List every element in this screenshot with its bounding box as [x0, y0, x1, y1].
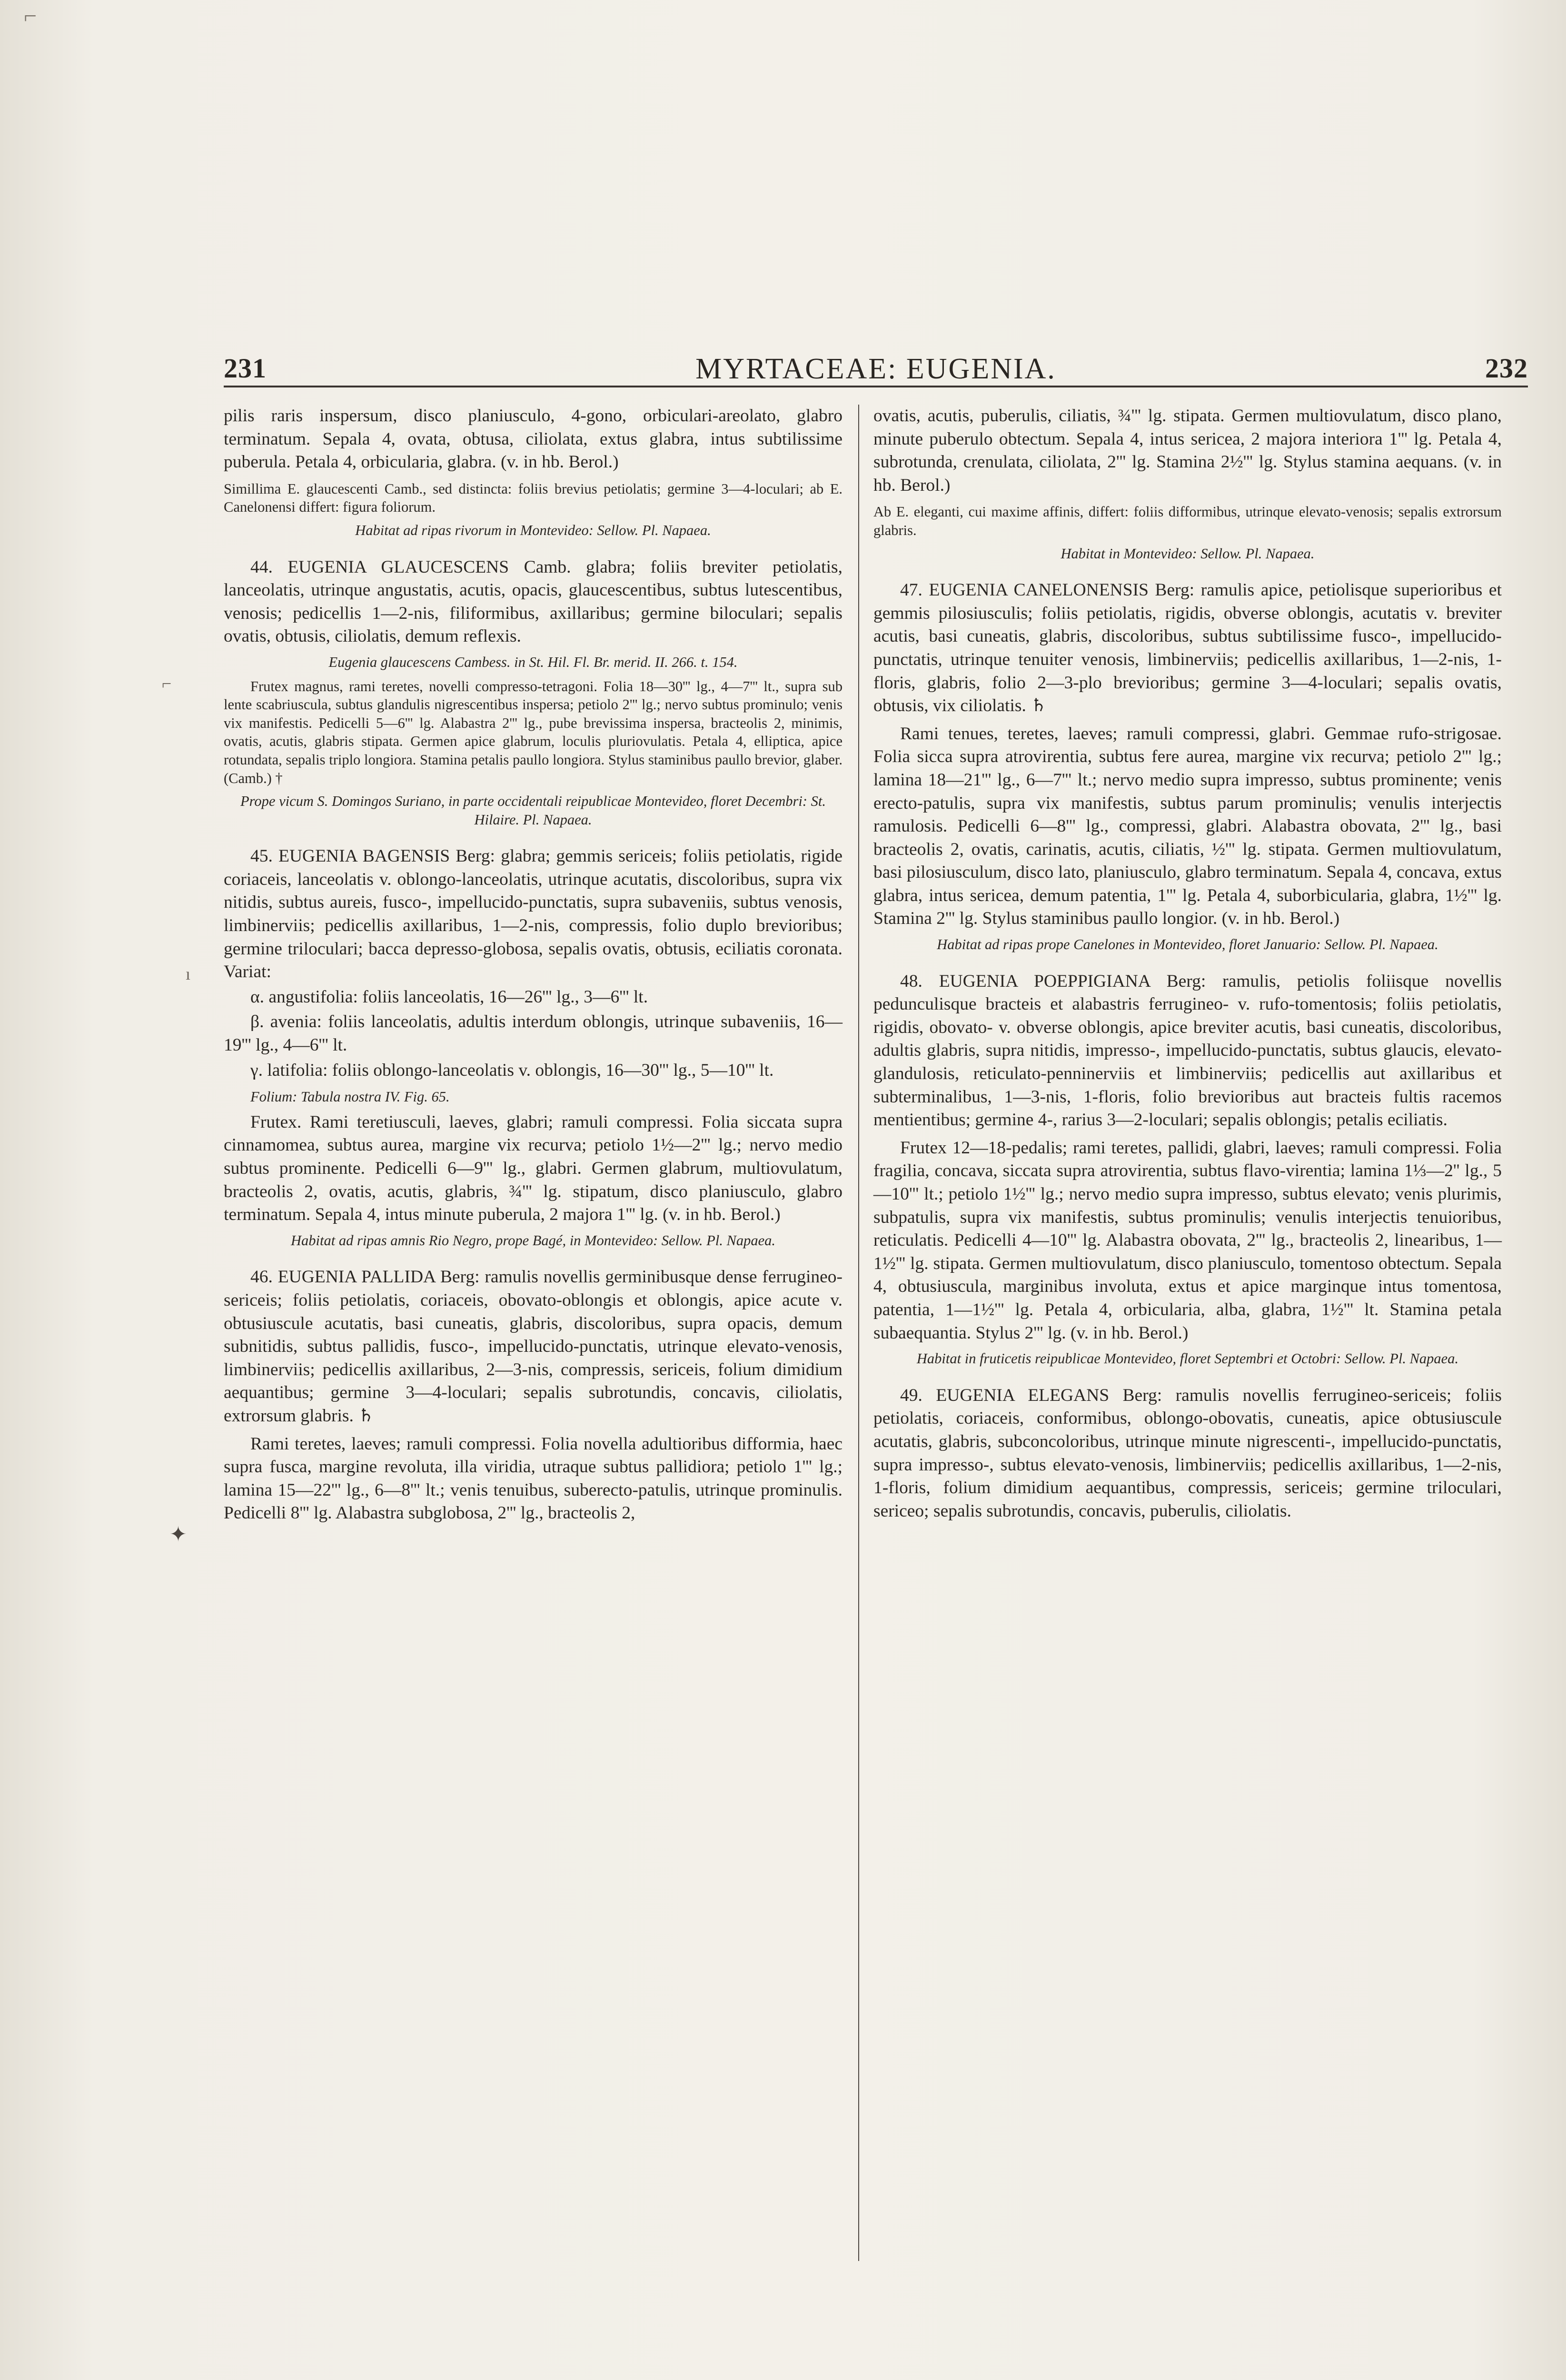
species-47-diagnosis: 47. EUGENIA CANELONENSIS Berg: ramulis apice, petiolisque superioribus et gemmis pilosiusculis; foliis petiolatis, rigidis, obverse oblongis, acutatis v. breviter acutis, basi cuneatis, glabris, discoloribus, subtus subtilissime fusco-, impellucido-punctatis, utrinque tenuiter venosis, limbinerviis; pedicellis axillaribus, 1—2-nis, 1-floris, glabris, folio 2—3-plo brevioribus; germine 3—4-loculari; sepalis ovatis, obtusis, vix ciliolatis. ♄	[873, 580, 1502, 716]
margin-mark: ı	[186, 964, 191, 983]
species-44-description: Frutex magnus, rami teretes, novelli compresso-tetragoni. Folia 18—30''' lg., 4—7''' lt., supra sub lente scabriuscula, subtus glandulis nigrescentibus inspersa; petiolo 2''' lg.; nervo subtus prominulo; venis vix manifestis. Pedicelli 5—6''' lg. Alabastra 2''' lg., pube brevissima inspersa, bracteolis 2, minimis, ovatis, acutis, glabris stipata. Germen apice glabrum, loculis pluriovulatis. Petala 4, elliptica, apice rotundata, sepalis triplo longiora. Stamina petalis paullo longiora. Stylus staminibus paullo brevior, glaber. (Camb.) †	[224, 678, 842, 786]
species-46-diagnosis: 46. EUGENIA PALLIDA Berg: ramulis novellis germinibusque dense ferrugineo-sericeis; foliis petiolatis, coriaceis, obovato-oblongis et oblongis, apice acute v. obtusiuscule acutatis, basi cuneatis, glabris, discoloribus, supra opacis, demum subnitidis, subtus pallidis, fusco-, impellucido-punctatis, utrinque elevato-venosis, limbinerviis; pedicellis axillaribus, 2—3-nis, compressis, sericeis, folium dimidium aequantibus; germine 3—4-loculari; sepalis subrotundis, concavis, ciliolatis, extrorsum glabris. ♄	[224, 1267, 842, 1426]
continued-text: ovatis, acutis, puberulis, ciliatis, ¾''' lg. stipata. Germen multiovulatum, disco plano, minute puberulo obtectum. Sepala 4, intus sericea, 2 majora interiora 1''' lg. Petala 4, subrotunda, crenulata, ciliolata, 2''' lg. Stamina 2½''' lg. Stylus stamina aequans. (v. in hb. Berol.)	[873, 406, 1502, 495]
note: Ab E. eleganti, cui maxime affinis, differt: foliis difformibus, utrinque elevato-venosis; sepalis extrorsum glabris.	[873, 504, 1502, 538]
species-44-diagnosis: 44. EUGENIA GLAUCESCENS Camb. glabra; foliis breviter petiolatis, lanceolatis, utrinque angustatis, acutis, opacis, glaucescentibus, subtus lutescentibus, venosis; pedicellis 1—2-nis, filiformibus, axillaribus; germine biloculari; sepalis ovatis, obtusis, ciliolatis, demum reflexis.	[224, 557, 842, 646]
species-48-diagnosis: 48. EUGENIA POEPPIGIANA Berg: ramulis, petiolis foliisque novellis pedunculisque bracteis et alabastris ferrugineo- v. rufo-tomentosis; foliis petiolatis, rigidis, obovato- v. obverse oblongis, apice breviter acutis, basi cuneatis, discoloribus, adultis glabris, supra nitidis, impresso-, impellucido-punctatis, subtus glaucis, elevato-glandulosis, reticulato-penninerviis et limbinerviis; pedicellis aut axillaribus et subterminalibus, 1—3-nis, 1-floris, folio brevioribus aut bracteis fultis racemos mentientibus; germine 4-, rarius 3—2-loculari; sepalis oblongis; petalis eciliatis.	[873, 971, 1502, 1130]
note: Simillima E. glaucescenti Camb., sed distincta: foliis brevius petiolatis; germine 3—4-loculari; ab E. Canelonensi differt: figura foliorum.	[224, 480, 842, 516]
species-45-description: Frutex. Rami teretiusculi, laeves, glabri; ramuli compressi. Folia siccata supra cinnamomea, subtus aurea, margine vix recurva; petiolo 1½—2''' lg.; nervo medio subtus prominente. Pedicelli 6—9''' lg., glabri. Germen glabrum, multiovulatum, bracteolis 2, ovatis, acutis, glabris, ¾''' lg. stipatum, disco planiusculo, glabro terminatum. Sepala 4, intus minute puberula, 2 majora 1''' lg. (v. in hb. Berol.)	[224, 1112, 842, 1225]
page-number-right: 232	[1485, 353, 1528, 384]
species-47-description: Rami tenues, teretes, laeves; ramuli compressi, glabri. Gemmae rufo-strigosae. Folia sicca supra atrovirentia, subtus fere aurea, margine vix recurva; petiolo 2''' lg.; lamina 18—21''' lg., 6—7''' lt.; nervo medio supra impresso, subtus prominente; venis erecto-patulis, supra vix manifestis, subtus parum prominulis; venulis interjectis ramulosis. Pedicelli 6—8''' lg., compressi, glabri. Alabastra obovata, 2''' lg., basi bracteolis 2, ovatis, carinatis, acutis, ciliatis, ½''' lg. stipata. Germen multiovulatum, basi pilosiusculum, disco lato, planiusculo, glabro terminatum. Sepala 4, concava, extus glabra, intus sericea, demum patentia, 1''' lg. Petala 4, suborbicularia, glabra, 1½''' lg. Stamina 2''' lg. Stylus staminibus paullo longior. (v. in hb. Berol.)	[873, 724, 1502, 929]
header-rule	[224, 386, 1528, 387]
habitat: Habitat ad ripas rivorum in Montevideo: Sellow. Pl. Napaea.	[355, 522, 711, 538]
variety-gamma: γ. latifolia: foliis oblongo-lanceolatis v. oblongis, 16—30''' lg., 5—10''' lt.	[250, 1060, 774, 1080]
right-column	[873, 405, 1502, 1523]
left-column	[224, 405, 842, 1525]
habitat: Habitat in Montevideo: Sellow. Pl. Napaea.	[1061, 545, 1315, 562]
species-48-habitat: Habitat in fruticetis reipublicae Montevideo, floret Septembri et Octobri: Sellow. Pl. Napaea.	[916, 1350, 1459, 1367]
corner-mark: ⌐	[24, 3, 37, 29]
species-45-habitat: Habitat ad ripas amnis Rio Negro, prope Bagé, in Montevideo: Sellow. Pl. Napaea.	[291, 1232, 775, 1249]
species-45-diagnosis: 45. EUGENIA BAGENSIS Berg: glabra; gemmis sericeis; foliis petiolatis, rigide coriaceis, lanceolatis v. oblongo-lanceolatis, utrinque acutatis, discoloribus, supra vix nitidis, subtus aureis, fusco-, impellucido-punctatis, supra subaveniis, subtus venosis, limbinerviis; pedicellis axillaribus, 1—2-nis, compressis, folio duplo brevioribus; germine triloculari; bacca depresso-globosa, sepalis ovatis, obtusis, eciliatis coronata. Variat:	[224, 846, 842, 982]
page-number-left: 231	[224, 353, 267, 384]
running-title: MYRTACEAE: EUGENIA.	[695, 353, 1056, 385]
margin-mark: ✦	[169, 1523, 187, 1546]
species-49-diagnosis: 49. EUGENIA ELEGANS Berg: ramulis novellis ferrugineo-sericeis; foliis petiolatis, coriaceis, conformibus, oblongo-obovatis, cuneatis, apice obtusiuscule acutatis, glabris, subconcoloribus, utrinque minute nigrescenti-, impellucido-punctatis, supra impresso-, subtus elevato-venosis, limbinerviis; pedicellis axillaribus, 1—2-nis, 1-floris, folium dimidium aequantibus, compressis, sericeis; germine triloculari, sericeo; sepalis subrotundis, concavis, puberulis, ciliolatis.	[873, 1385, 1502, 1521]
species-44-reference: Eugenia glaucescens Cambess. in St. Hil. Fl. Br. merid. II. 266. t. 154.	[328, 654, 738, 670]
figure-reference: Folium: Tabula nostra IV. Fig. 65.	[250, 1089, 450, 1105]
species-46-description: Rami teretes, laeves; ramuli compressi. Folia novella adultioribus difformia, haec supra fusca, margine revoluta, illa viridia, utraque subtus pallidiora; petiolo 1''' lg.; lamina 15—22''' lg., 6—8''' lt.; venis tenuibus, suberecto-patulis, utrinque prominulis. Pedicelli 8''' lg. Alabastra subglobosa, 2''' lg., bracteolis 2,	[224, 1434, 842, 1523]
variety-beta: β. avenia: foliis lanceolatis, adultis interdum oblongis, utrinque subaveniis, 16—19''' lg., 4—6''' lt.	[224, 1012, 842, 1055]
species-44-habitat: Prope vicum S. Domingos Suriano, in parte occidentali reipublicae Montevideo, floret Decembri: St. Hilaire. Pl. Napaea.	[240, 793, 826, 828]
page-header	[224, 352, 1528, 405]
species-47-habitat: Habitat ad ripas prope Canelones in Montevideo, floret Januario: Sellow. Pl. Napaea.	[937, 936, 1438, 953]
continued-text: pilis raris inspersum, disco planiusculo, 4-gono, orbiculari-areolato, glabro terminatum. Sepala 4, ovata, obtusa, ciliolata, extus glabra, intus subtilissime puberula. Petala 4, orbicularia, glabra. (v. in hb. Berol.)	[224, 406, 842, 472]
column-divider	[858, 405, 859, 2261]
species-48-description: Frutex 12—18-pedalis; rami teretes, pallidi, glabri, laeves; ramuli compressi. Folia fragilia, concava, siccata supra atrovirentia, subtus flavo-virentia; lamina 1⅓—2'' lg., 5—10''' lt.; petiolo 1½''' lg.; nervo medio supra impresso, subtus elevato; venis plurimis, subpatulis, supra vix manifestis, subtus prominulis; venulis interjectis tenuioribus, reticulatis. Pedicelli 4—10''' lg. Alabastra obovata, 2''' lg., bracteolis 2, linearibus, 1—1½''' lg. stipata. Germen multiovulatum, disco planiusculo, tomentoso obtectum. Sepala 4, obtusiuscula, marginibus involuta, extus et apice marginque intus tomentosa, patentia, 1—1½''' lg. Petala 4, orbicularia, alba, glabra, 1½''' lt. Stamina petala subaequantia. Stylus 2''' lg. (v. in hb. Berol.)	[873, 1138, 1502, 1343]
margin-mark: ⌐	[162, 674, 172, 693]
variety-alpha: α. angustifolia: foliis lanceolatis, 16—26''' lg., 3—6''' lt.	[250, 987, 648, 1007]
